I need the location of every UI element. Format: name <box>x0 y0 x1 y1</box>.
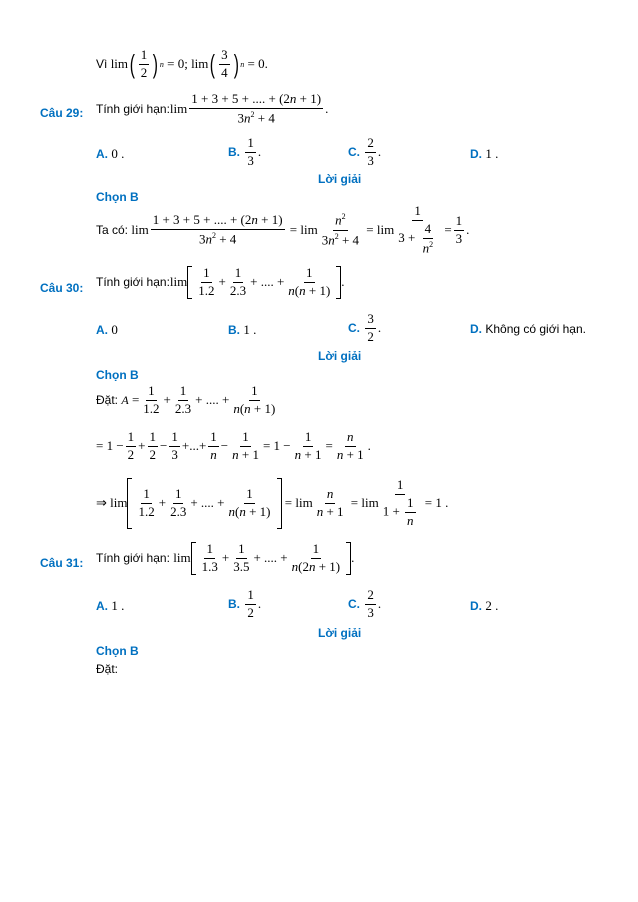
q29-option-d[interactable]: D. 1 . <box>470 146 499 161</box>
q29-work: Ta có: lim $\frac{1 + 3 + 5 + .... + (2n + 1)}{3n^2 + 4}$ = lim $\frac{n^2}{3n^2 + 4}$ = lim 1 3 + $\frac{4}{n^2}$ = $\frac{1}{3}$ . <box>96 203 470 256</box>
q31-prompt: Tính giới hạn: lim $\frac{1}{1.3}$ + $\frac{1}{3.5}$ + .... + $\frac{1}{n(2n + 1)}$ . <box>96 541 355 574</box>
q29-prompt: Tính giới hạn: lim $\frac{1 + 3 + 5 + .... + (2n + 1)}{3n^2 + 4}$ . <box>96 91 329 126</box>
q29-choice: Chọn B <box>96 190 139 204</box>
q30-option-b[interactable]: B. 1 . <box>228 322 257 337</box>
q29-option-c[interactable]: C. $\frac{2}{3}$ . <box>348 135 382 168</box>
q30-option-d[interactable]: D. Không có giới hạn. <box>470 322 586 336</box>
q31-option-d[interactable]: D. 2 . <box>470 598 499 613</box>
q31-label: Câu 31: <box>40 556 84 570</box>
q30-telescoping: = 1 − $\frac{1}{2}$ + $\frac{1}{2}$ − $\frac{1}{3}$ +...+ $\frac{1}{n}$ − $\frac{1}{n + 1}$ = 1 − $\frac{1}{n + 1}$ = $\frac{n}{n + 1}$ . <box>96 429 371 462</box>
q31-choice: Chọn B <box>96 644 139 658</box>
q31-option-b[interactable]: B. $\frac{1}{2}$ . <box>228 587 262 620</box>
q29-option-b[interactable]: B. $\frac{1}{3}$ . <box>228 135 262 168</box>
q31-set: Đặt: <box>96 662 119 676</box>
q30-option-c[interactable]: C. $\frac{3}{2}$ . <box>348 311 382 344</box>
q30-set: Đặt: A = $\frac{1}{1.2}$ + $\frac{1}{2.3}$ + .... + $\frac{1}{n(n + 1)}$ <box>96 383 276 416</box>
q31-option-c[interactable]: C. $\frac{2}{3}$ . <box>348 587 382 620</box>
q30-option-a[interactable]: A. 0 <box>96 322 118 337</box>
q30-conclusion: ⇒ lim $\frac{1}{1.2}$ + $\frac{1}{2.3}$ + .... + $\frac{1}{n(n + 1)}$ = lim $\frac{n}{n + 1}$ = lim 1 1 + $\frac{1}{n}$ = 1 . <box>96 477 449 528</box>
intro-line: Vì lim ( $\frac{1}{2}$ ) n = 0; lim ( $\frac{3}{4}$ ) n = 0. <box>96 47 268 80</box>
q29-solution-title: Lời giải <box>318 172 362 186</box>
q29-label: Câu 29: <box>40 106 84 120</box>
q31-option-a[interactable]: A. 1 . <box>96 598 125 613</box>
q30-label: Câu 30: <box>40 281 84 295</box>
q30-solution-title: Lời giải <box>318 349 362 363</box>
q29-option-a[interactable]: A. 0 . <box>96 146 125 161</box>
q30-prompt: Tính giới hạn: lim $\frac{1}{1.2}$ + $\frac{1}{2.3}$ + .... + $\frac{1}{n(n + 1)}$ . <box>96 265 345 298</box>
q31-solution-title: Lời giải <box>318 626 362 640</box>
q30-choice: Chọn B <box>96 368 139 382</box>
intro-prefix: Vì <box>96 57 108 72</box>
